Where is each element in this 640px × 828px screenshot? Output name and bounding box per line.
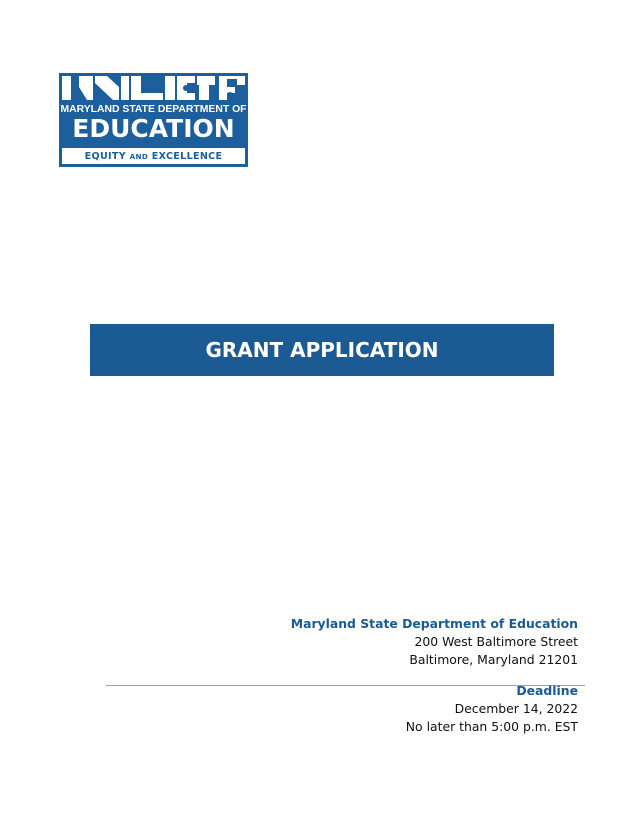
logo-tagline-excellence: EXCELLENCE	[151, 151, 223, 162]
street-address: 200 West Baltimore Street	[414, 634, 578, 649]
deadline-date: December 14, 2022	[454, 701, 578, 716]
logo-tagline-equity: EQUITY	[84, 151, 127, 162]
logo-tagline-and: AND	[129, 152, 149, 161]
contact-block	[291, 615, 578, 669]
logo-tagline	[59, 151, 248, 163]
deadline-time: No later than 5:00 p.m. EST	[405, 719, 578, 734]
organization-name: Maryland State Department of Education	[290, 616, 578, 631]
title-banner	[90, 324, 554, 376]
msde-logo	[59, 73, 248, 167]
logo-education-text: EDUCATION	[72, 114, 235, 143]
logo-department-text: MARYLAND STATE DEPARTMENT OF	[60, 104, 247, 115]
deadline-block	[406, 682, 578, 736]
page-title: GRANT APPLICATION	[205, 338, 439, 362]
city-state-zip: Baltimore, Maryland 21201	[409, 652, 578, 667]
deadline-label: Deadline	[516, 683, 578, 698]
